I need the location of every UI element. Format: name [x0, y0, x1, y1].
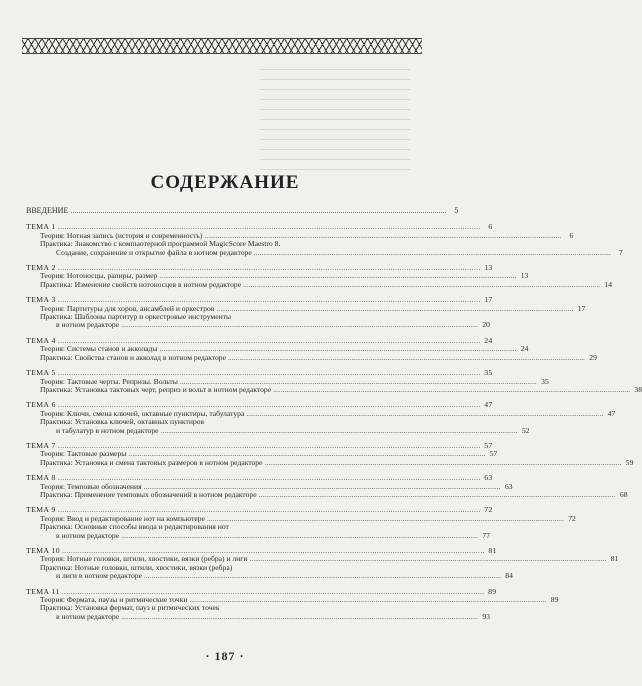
toc-entry-text: и табулатур в нотном редакторе: [56, 425, 159, 435]
toc-entry-page: 29: [589, 352, 597, 362]
toc-entry-text: в нотном редакторе: [56, 320, 120, 330]
page-title: СОДЕРЖАНИЕ: [150, 172, 300, 193]
toc-intro-label: ВВЕДЕНИЕ: [26, 206, 69, 215]
toc-entry-text: Создание, сохранение и открытие файла в нотном редакторе: [56, 247, 252, 257]
toc-entry-text: и лиги в нотном редакторе: [56, 571, 142, 581]
toc-topic: [26, 440, 634, 467]
toc-entry-page: 17: [577, 303, 586, 313]
toc-intro: [26, 206, 459, 215]
toc-topic-heading-page: 89: [488, 586, 497, 596]
toc-entry-text: Практика: Установка фермат, пауз и ритмических точек: [40, 603, 220, 613]
toc-topic-heading-page: 24: [484, 335, 493, 345]
toc-entry-text: Теория: Тактовые размеры: [40, 449, 127, 459]
toc-entry-text: Теория: Темповые обозначения: [40, 481, 142, 491]
toc-entry-page: 38: [634, 384, 642, 394]
toc-entry-text: Практика: Свойства станов и акколад в нотном редакторе: [40, 352, 226, 362]
toc-entry-text: Практика: Изменение свойств нотоносцев в нотном редакторе: [40, 279, 242, 289]
toc-topic-heading-page: 35: [484, 368, 493, 378]
toc-topic-heading-text: ТЕМА 8: [26, 473, 56, 483]
toc-entry: [26, 489, 628, 499]
toc-topic: [26, 586, 559, 622]
toc-entry-text: в нотном редакторе: [56, 530, 120, 540]
toc-entry-page: 7: [618, 247, 623, 257]
toc-topic-heading-text: ТЕМА 2: [26, 263, 56, 273]
toc-entry-page: 57: [489, 449, 498, 459]
toc-entry-text: Теория: Партитуры для хоров, ансамблей и оркестров: [40, 303, 215, 313]
toc-entry: [26, 571, 513, 581]
toc-entry-page: 52: [521, 425, 530, 435]
toc-entry-page: 68: [619, 489, 628, 499]
toc-entry: [26, 384, 642, 394]
toc-topic: [26, 263, 612, 289]
toc-entry-text: Теория: Фермата, паузы и ритмические точки: [40, 595, 188, 605]
toc-entry-text: Теория: Ввод и редактирование нот на компьютере: [40, 513, 205, 523]
toc-topics: [26, 222, 642, 621]
toc-entry-page: 81: [610, 554, 619, 564]
toc-topic: [26, 368, 642, 394]
toc-entry-text: Теория: Тактовые черты. Репризы. Вольты: [40, 376, 178, 386]
toc-entry-text: Практика: Установка и смена тактовых размеров в нотном редакторе: [40, 457, 263, 467]
toc-entry: [26, 425, 530, 435]
toc-topic-heading-page: 57: [484, 440, 493, 450]
toc-topic: [26, 335, 597, 362]
toc-entry-text: Практика: Основные способы ввода и редактирования нот: [40, 522, 229, 532]
toc-entry: [26, 279, 612, 289]
toc-topic-heading-text: ТЕМА 9: [26, 505, 56, 515]
toc-entry-page: 24: [520, 344, 529, 354]
toc-entry: [26, 457, 634, 467]
toc-entry-page: 63: [504, 481, 513, 491]
toc-entry-page: 6: [569, 230, 574, 240]
toc-entry-page: 93: [482, 611, 490, 621]
toc-entry-page: 89: [550, 595, 559, 605]
toc-entry-page: 59: [625, 457, 634, 467]
toc-entry: [26, 611, 490, 621]
toc-topic-heading-text: ТЕМА 5: [26, 368, 56, 378]
toc-entry-text: Теория: Нотоносцы, рапиры, размер: [40, 271, 158, 281]
table-of-contents: [26, 206, 642, 628]
toc-entry-page: 20: [482, 320, 490, 330]
toc-topic-heading-page: 63: [484, 473, 493, 483]
toc-topic-heading-text: ТЕМА 1: [26, 222, 56, 232]
toc-topic-heading-page: 47: [484, 400, 493, 410]
decorative-border: [22, 38, 422, 54]
toc-intro-page: 5: [454, 206, 459, 215]
toc-topic-heading-text: ТЕМА 10: [26, 546, 60, 555]
toc-topic-heading-page: 81: [488, 546, 497, 555]
toc-topic-heading-page: 17: [484, 295, 493, 305]
toc-entry-page: 35: [541, 376, 549, 386]
toc-topic-heading-text: ТЕМА 3: [26, 295, 56, 305]
toc-entry-page: 14: [604, 279, 612, 289]
toc-topic-heading-text: ТЕМА 7: [26, 440, 56, 450]
toc-entry: [26, 247, 623, 257]
toc-entry-text: Теория: Нотная запись (история и современность): [40, 230, 203, 240]
toc-entry-text: Практика: Знакомство с компьютерной программой MagicScore Maestro 8.: [40, 239, 281, 249]
toc-topic: [26, 400, 616, 435]
toc-entry-text: Теория: Ключи, смена ключей, октавные пунктиры, табулатура: [40, 408, 245, 418]
toc-topic-heading-page: 72: [484, 505, 493, 515]
toc-entry-page: 84: [505, 571, 513, 581]
page-number: · 187 ·: [205, 649, 245, 663]
toc-topic: [26, 473, 628, 499]
toc-entry-page: 77: [482, 530, 490, 540]
toc-topic-heading-text: ТЕМА 6: [26, 400, 56, 410]
toc-topic: [26, 505, 576, 540]
toc-entry-text: в нотном редакторе: [56, 611, 120, 621]
toc-topic-heading-page: 6: [488, 222, 493, 232]
toc-topic: [26, 222, 623, 257]
toc-topic-heading-page: 13: [484, 263, 493, 273]
toc-topic: [26, 295, 586, 330]
toc-entry-text: Практика: Установка тактовых черт, реприз и вольт в нотном редакторе: [40, 384, 272, 394]
toc-entry-text: Практика: Применение темповых обозначений в нотном редакторе: [40, 489, 257, 499]
toc-entry-text: Теория: Системы станов и акколады: [40, 344, 158, 354]
toc-entry-text: Практика: Нотные головки, штили, хвостики, вязки (ребра): [40, 562, 233, 572]
toc-entry: [26, 352, 597, 362]
toc-entry-page: 47: [607, 408, 616, 418]
toc-entry-text: Теория: Нотные головки, штили, хвостики, вязки (ребра) и лиги: [40, 554, 248, 564]
toc-topic-heading-text: ТЕМА 4: [26, 335, 56, 345]
bleed-through-text: [0, 60, 450, 180]
toc-entry-text: Практика: Установка ключей, октавных пунктиров: [40, 417, 205, 427]
toc-entry-page: 72: [568, 513, 576, 523]
toc-entry: [26, 530, 490, 540]
toc-topic-heading-text: ТЕМА 11: [26, 586, 60, 596]
toc-entry-text: Практика: Шаблоны партитур и оркестровые инструменты: [40, 312, 232, 322]
toc-entry-page: 13: [520, 271, 529, 281]
toc-topic: [26, 546, 619, 581]
toc-entry: [26, 320, 490, 330]
